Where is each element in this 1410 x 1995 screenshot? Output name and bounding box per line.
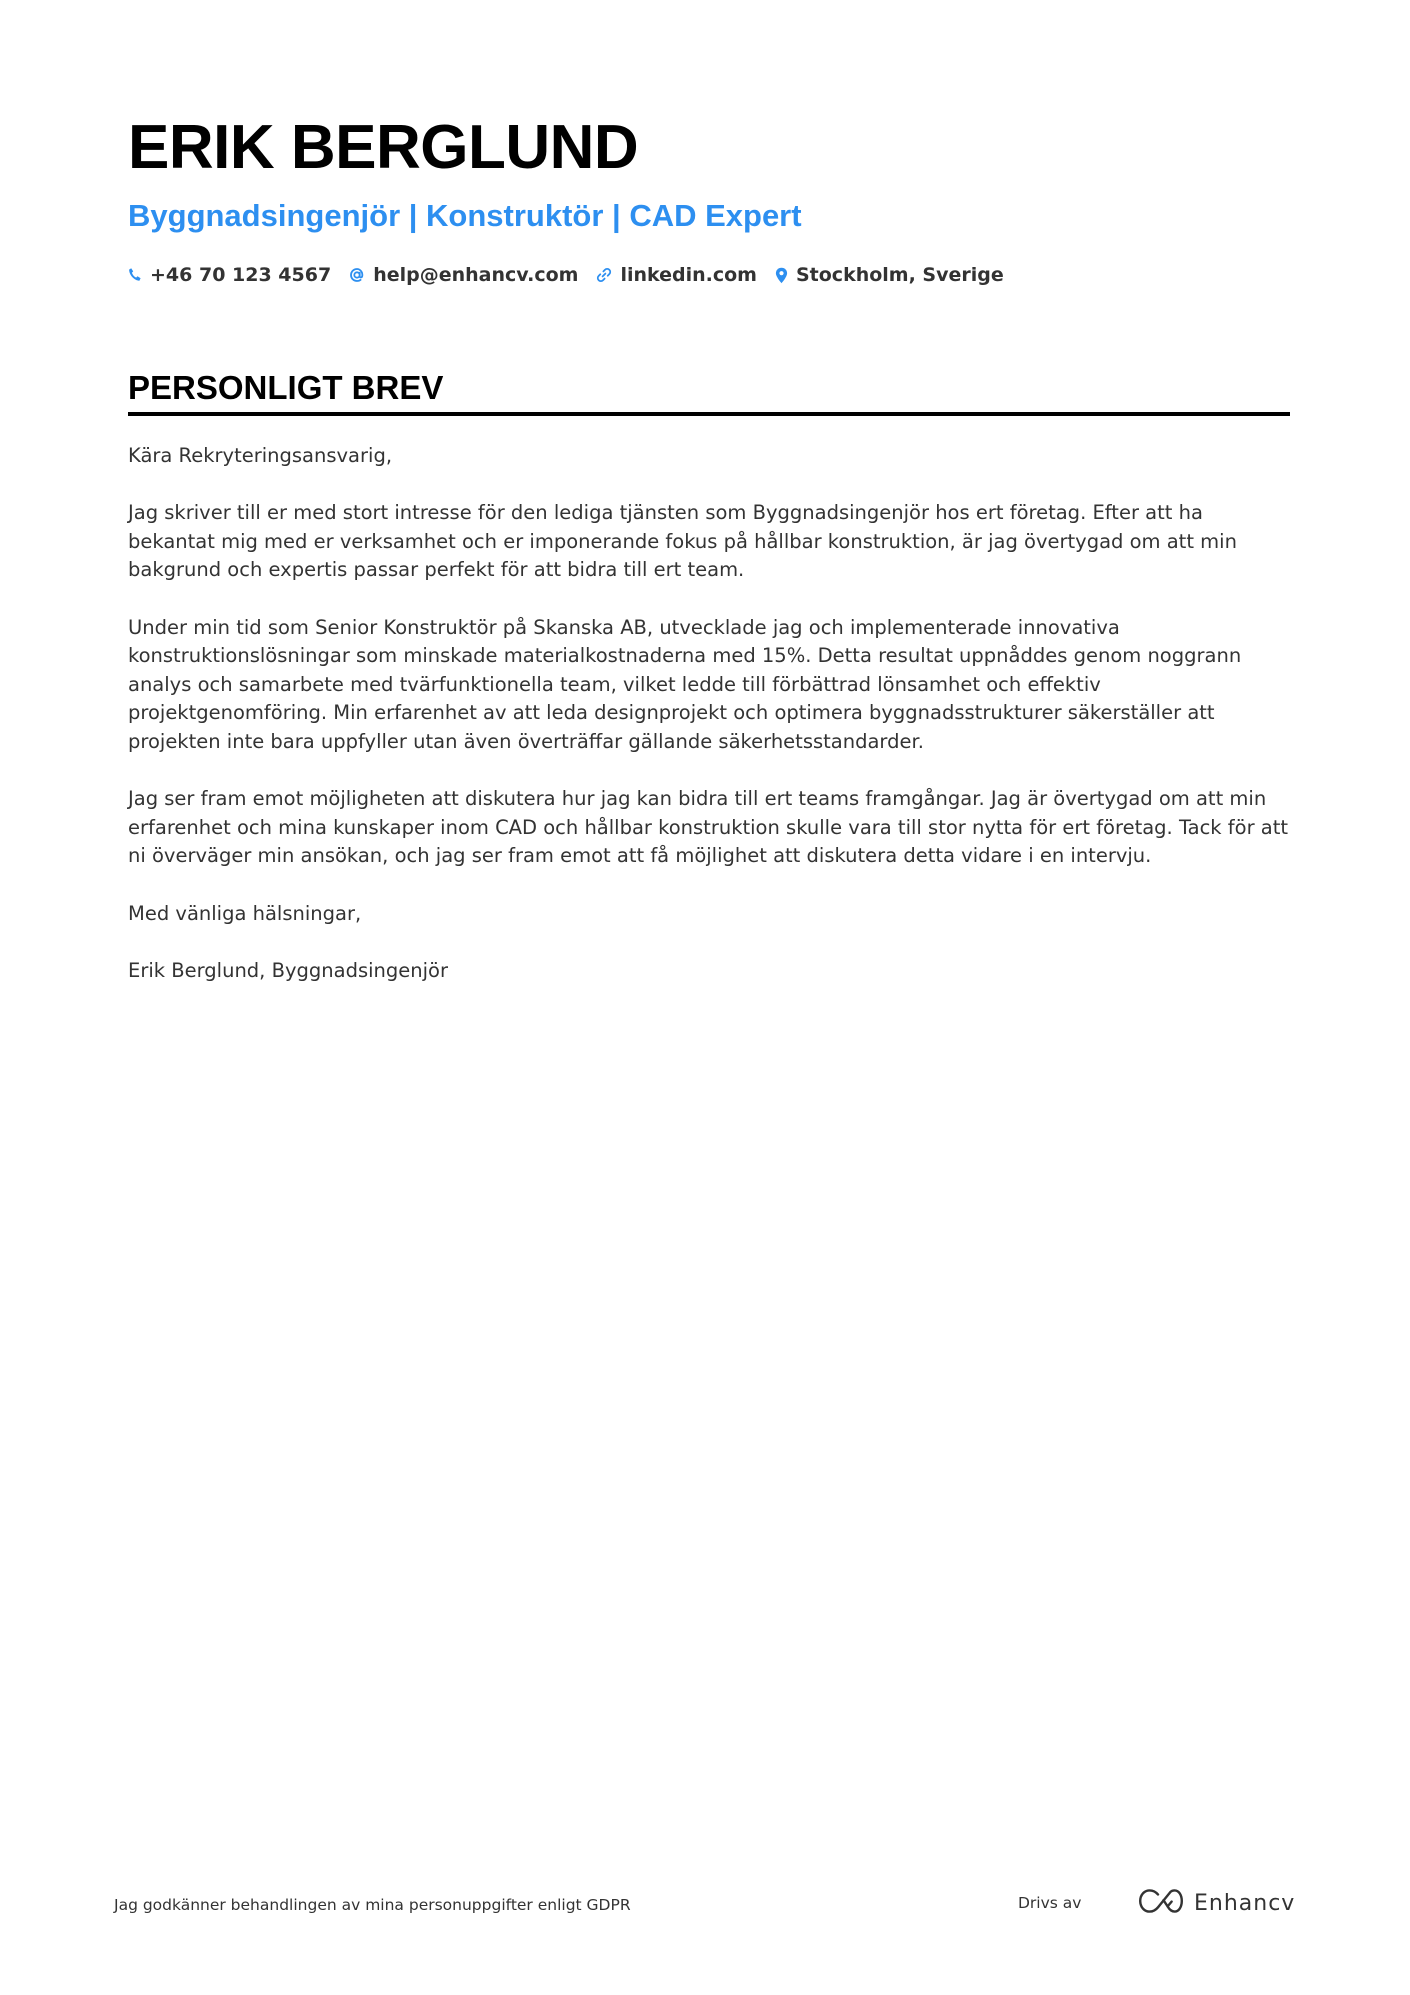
phone-icon xyxy=(128,267,142,283)
contact-linkedin xyxy=(596,262,757,288)
enhancv-brand-name: Enhancv xyxy=(1194,1891,1296,1916)
contact-location xyxy=(775,262,1004,288)
contact-row xyxy=(128,262,1288,288)
contact-phone xyxy=(128,262,331,288)
cover-letter-section xyxy=(128,368,1290,1014)
enhancv-brand-link[interactable] xyxy=(1138,1888,1295,1919)
candidate-title: Byggnadsingenjör | Konstruktör | CAD Expert xyxy=(128,198,802,233)
letter-signature: Erik Berglund, Byggnadsingenjör xyxy=(128,958,448,982)
letter-paragraph: Jag ser fram emot möjligheten att diskutera hur jag kan bidra till ert teams framgångar. Jag är övertygad om att min erfarenhet och mina kunskaper inom CAD och hållbar konstruktion skulle vara till stor nytta för ert företag. Tack för att ni överväger min ansökan, och jag ser fram emot att få möjlighet att diskutera detta vidare i en intervju. xyxy=(128,787,1289,868)
linkedin-url: linkedin.com xyxy=(620,264,757,286)
gdpr-consent-text: Jag godkänner behandlingen av mina personuppgifter enligt GDPR xyxy=(114,1896,631,1914)
at-icon xyxy=(349,267,365,283)
map-pin-icon xyxy=(775,267,788,284)
link-icon xyxy=(596,267,612,283)
email-address: help@enhancv.com xyxy=(373,264,579,286)
letter-closing: Med vänliga hälsningar, xyxy=(128,901,362,925)
enhancv-logo-icon xyxy=(1138,1888,1184,1919)
powered-by-label: Drivs av xyxy=(1018,1894,1082,1912)
letter-body xyxy=(128,442,1290,985)
header xyxy=(128,112,1288,288)
candidate-name: ERIK BERGLUND xyxy=(128,113,639,182)
phone-number: +46 70 123 4567 xyxy=(150,264,332,286)
section-title: PERSONLIGT BREV xyxy=(128,368,1290,416)
letter-greeting: Kära Rekryteringsansvarig, xyxy=(128,444,393,467)
location-text: Stockholm, Sverige xyxy=(795,264,1004,286)
contact-email xyxy=(349,262,578,288)
letter-paragraph: Under min tid som Senior Konstruktör på Skanska AB, utvecklade jag och implementerade innovativa konstruktionslösningar som minskade materialkostnaderna med 15%. Detta resultat uppnåddes genom noggrann analys och samarbete med tvärfunktionella team, vilket ledde till förbättrad lönsamhet och effektiv projektgenomföring. Min erfarenhet av att leda designprojekt och optimera byggnadsstrukturer säkerställer att projekten inte bara uppfyller utan även överträffar gällande säkerhetsstandarder. xyxy=(128,615,1242,753)
letter-paragraph: Jag skriver till er med stort intresse för den lediga tjänsten som Byggnadsingenjör hos ert företag. Efter att ha bekantat mig med er verksamhet och er imponerande fokus på hållbar konstruktion, är jag övertygad om att min bakgrund och expertis passar perfekt för att bidra till ert team. xyxy=(128,501,1237,582)
footer xyxy=(114,1888,1296,1928)
